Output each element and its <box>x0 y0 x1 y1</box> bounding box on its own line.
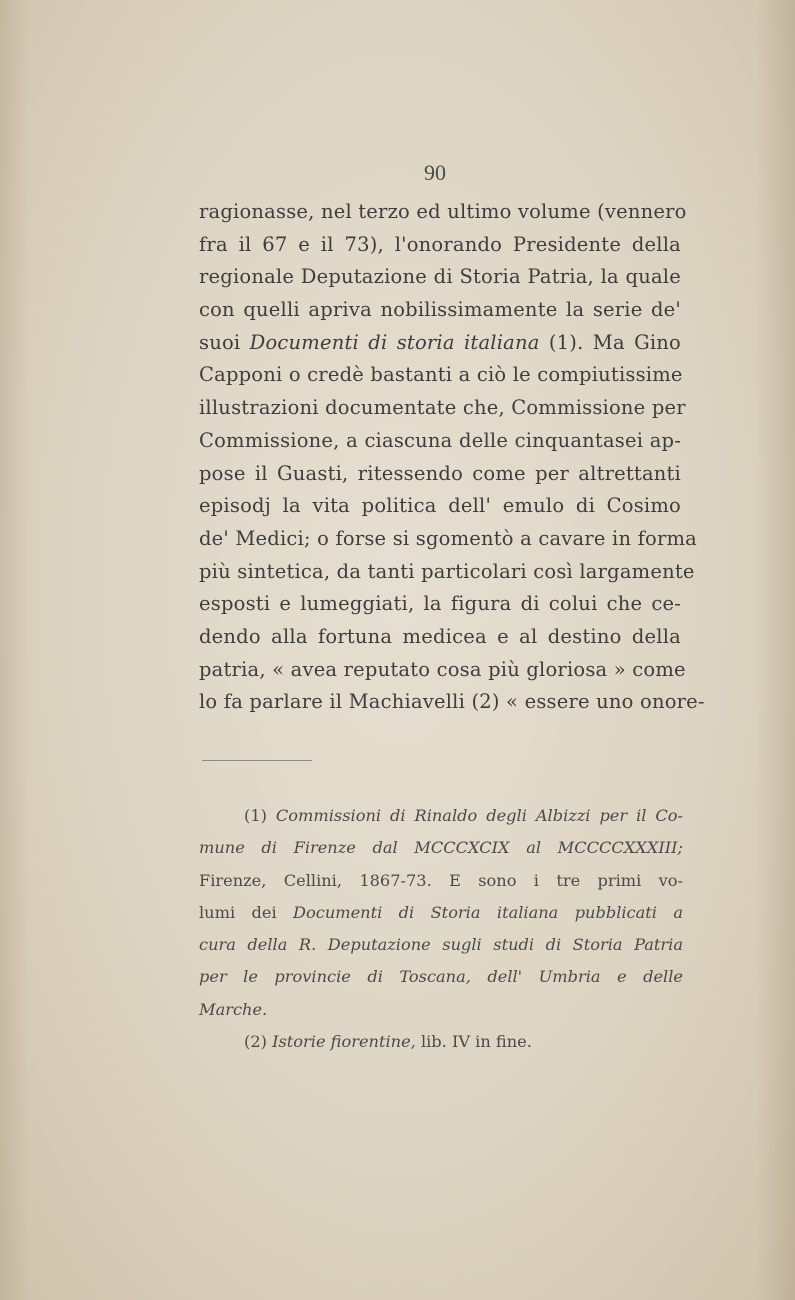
italic-title: Documenti di storia italiana <box>249 330 540 354</box>
footnote-divider <box>202 760 312 761</box>
footnotes <box>199 800 683 1058</box>
page-edge-shadow-right <box>755 0 795 1300</box>
page-number: 90 <box>424 160 446 185</box>
body-line: esposti e lumeggiati, la figura di colui che ce- <box>199 592 681 616</box>
body-line: de' Medici; o forse si sgomentò a cavare in forma <box>199 526 697 550</box>
body-line: patria, « avea reputato cosa più gloriosa » come <box>199 657 686 681</box>
footnote-line: Marche. <box>199 999 268 1019</box>
body-line: episodj la vita politica dell' emulo di Cosimo <box>199 494 681 518</box>
body-line: dendo alla fortuna medicea e al destino della <box>199 624 681 648</box>
footnote-line: per le provincie di Toscana, dell' Umbria e delle <box>199 967 683 987</box>
body-line: illustrazioni documentate che, Commissione per <box>199 396 686 420</box>
body-line: fra il 67 e il 73), l'onorando Presidente della <box>199 232 681 256</box>
footnote-line: (2) Istorie fiorentine, lib. IV in fine. <box>244 1032 532 1052</box>
footnote-line: lumi dei Documenti di Storia italiana pubblicati a <box>199 902 683 922</box>
footnote-line: Firenze, Cellini, 1867-73. E sono i tre primi vo- <box>199 870 683 890</box>
body-line: più sintetica, da tanti particolari così largamente <box>199 559 695 583</box>
body-line: regionale Deputazione di Storia Patria, la quale <box>199 265 681 289</box>
body-line: pose il Guasti, ritessendo come per altrettanti <box>199 461 681 485</box>
footnote-line: mune di Firenze dal MCCCXCIX al MCCCCXXXIII; <box>199 838 683 858</box>
footnote-line: (1) Commissioni di Rinaldo degli Albizzi per il Co- <box>244 806 684 825</box>
body-line: lo fa parlare il Machiavelli (2) « essere uno onore- <box>199 690 705 714</box>
body-line: ragionasse, nel terzo ed ultimo volume (vennero <box>199 200 687 223</box>
body-line: Commissione, a ciascuna delle cinquantasei ap- <box>199 428 681 452</box>
body-line: con quelli apriva nobilissimamente la serie de' <box>199 298 681 322</box>
body-text <box>199 196 705 719</box>
footnote-line: cura della R. Deputazione sugli studi di Storia Patria <box>199 935 683 955</box>
body-line: suoi Documenti di storia italiana (1). Ma Gino <box>199 330 681 354</box>
body-line: Capponi o credè bastanti a ciò le compiutissime <box>199 363 683 387</box>
page-edge-shadow-left <box>0 0 30 1300</box>
